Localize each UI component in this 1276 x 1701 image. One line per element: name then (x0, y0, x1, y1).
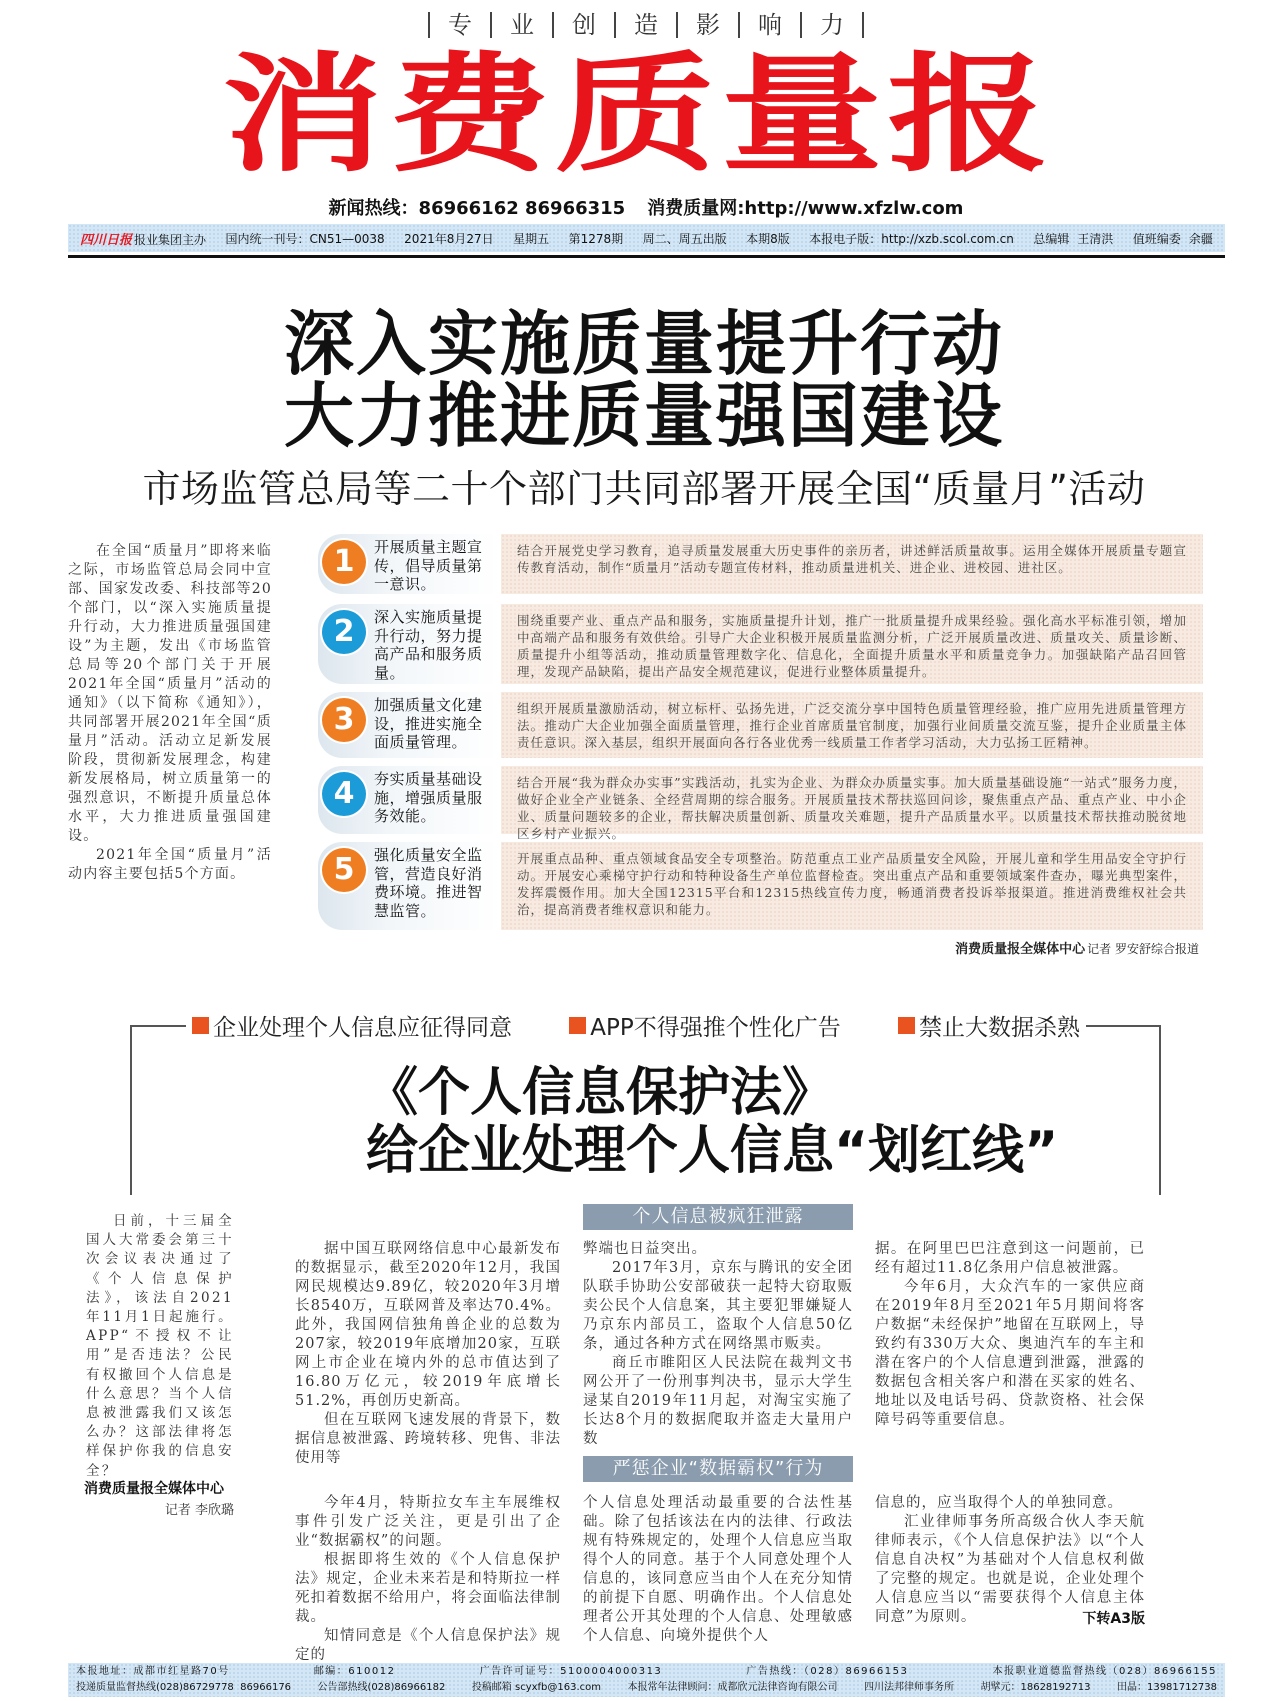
point-body: 开展重点品种、重点领域食品安全专项整治。防范重点工业产品质量安全风险，开展儿童和学生用品安全守护行动。开展安心乘梯守护行动和特种设备生产单位监督检查。突出重点产品和重要领域案件查办，曝光典型案件，发挥震慑作用。加大全国12315平台和12315热线宣传力度，畅通消费者投诉举报渠道。推进消费维权社会共治，提高消费者维权意识和能力。 (501, 842, 1203, 930)
weekday: 星期五 (513, 231, 550, 246)
point-body: 结合开展党史学习教育，追寻质量发展重大历史事件的亲历者，讲述鲜活质量故事。运用全媒体开展质量专题宣传教育活动，制作“质量月”活动专题宣传材料，推动质量进机关、进企业、进校园、进社区。 (501, 534, 1203, 594)
hotline-line (0, 194, 1276, 220)
text-column (875, 1240, 1145, 1430)
issue-number: 第1278期 (568, 231, 624, 246)
paragraph: 汇业律师事务所高级合伙人李天航律师表示，《个人信息保护法》以“个人信息自决权”为基础对个人信息权利做了完整的规定。也就是说，企业处理个人信息应当以“需要获得个人信息主体同意”为原则。 (875, 1514, 1145, 1625)
paragraph: 2017年3月，京东与腾讯的安全团队联手协助公安部破获一起特大窃取贩卖公民个人信息案，其主要犯罪嫌疑人乃京东内部员工，盗取个人信息50亿条，通过各种方式在网络黑市贩卖。 (583, 1260, 853, 1352)
point-item (318, 692, 1203, 758)
story-tags (186, 1010, 1086, 1040)
paragraph: 今年6月，大众汽车的一家供应商在2019年8月至2021年5月期间将客户数据“未经保护”地留在互联网上，导致约有330万大众、奥迪汽车的车主和潜在客户的个人信息遭到泄露，泄露的数据包含相关客户和潜在买家的姓名、地址以及电话号码、贷款资格、社会保障号码等重要信息。 (875, 1279, 1145, 1428)
tag-text: 禁止大数据杀熟 (918, 1014, 1080, 1041)
number-badge: 3 (322, 698, 366, 742)
footer-row (76, 1680, 1217, 1696)
tag (192, 1009, 512, 1042)
legal-advisor: 本报常年法律顾问：成都欣元法律咨询有限公司 (627, 1682, 838, 1693)
number-badge: 5 (322, 848, 366, 892)
issue-date: 2021年8月27日 (404, 231, 494, 246)
paragraph: 今年4月，特斯拉女车主车展维权事件引发广泛关注，更是引出了企业“数据霸权”的问题。 (295, 1495, 561, 1549)
text-column (583, 1494, 853, 1646)
tag-text: 企业处理个人信息应征得同意 (213, 1014, 512, 1041)
publisher-text: 报业集团主办 (134, 232, 207, 247)
byline-org: 消费质量报全媒体中心 (84, 1481, 224, 1497)
slogan-char: 业 (490, 12, 552, 38)
publisher (80, 229, 206, 248)
chief-editor-label: 总编辑 (1033, 231, 1070, 246)
slogan-char: 创 (552, 12, 614, 38)
point-body: 组织开展质量激励活动，树立标杆、弘扬先进，广泛交流分享中国特色质量管理经验，推广应用先进质量管理方法。推动广大企业加强全面质量管理，推行企业首席质量官制度，加强行业间质量交流互鉴，提升企业质量主体责任意识。深入基层，组织开展面向各行各业优秀一线质量工作者学习活动，大力弘扬工匠精神。 (501, 692, 1203, 758)
page-count: 本期8版 (746, 231, 790, 246)
point-item (318, 766, 1203, 841)
square-bullet-icon (569, 1017, 586, 1034)
continued-jump: 下转A3版 (1082, 1611, 1145, 1627)
number-badge: 2 (322, 610, 366, 654)
slogan-char: 影 (676, 12, 738, 38)
story2-headline-line: 《个人信息保护法》 (366, 1063, 835, 1123)
masthead-title-text: 消费质量报 (222, 41, 1054, 190)
ad-hotline: 广告热线：（028）86966153 (746, 1666, 909, 1677)
story2-headline-line: 给企业处理个人信息“划红线” (366, 1121, 1059, 1181)
tag (569, 1009, 840, 1042)
square-bullet-icon (192, 1017, 209, 1034)
postcode: 邮编：610012 (313, 1666, 396, 1677)
byline-org: 消费质量报全媒体中心 (955, 942, 1086, 957)
point-title: 加强质量文化建设，推进实施全面质量管理。 (374, 696, 483, 751)
duty-editor-label: 值班编委 (1132, 231, 1181, 246)
lead-subheadline: 市场监管总局等二十个部门共同部署开展全国“质量月”活动 (142, 467, 1146, 511)
paragraph: 在全国“质量月”即将来临之际，市场监管总局会同中宣部、国家发改委、科技部等20个部门，以“深入实施质量提升行动，大力推进质量强国建设”为主题，发出《市场监管总局等20个部门关于开展2021年全国“质量月”活动的通知》（以下简称《通知》），共同部署开展2021年全国“质量月”活动。活动立足新发展阶段，贯彻新发展理念，构建新发展格局，树立质量第一的强烈意识，不断提升质量总体水平，大力推进质量强国建设。 (68, 543, 272, 844)
point-title: 夯实质量基础设施，增强质量服务效能。 (374, 770, 483, 825)
sichuan-daily-logo: 四川日报 (80, 232, 133, 248)
paragraph: 知情同意是《个人信息保护法》规定的 (295, 1628, 561, 1663)
masthead-rule (68, 255, 1225, 258)
text-column (295, 1494, 561, 1665)
text-column (295, 1240, 561, 1468)
byline-reporter: 记者 李欣璐 (164, 1503, 234, 1518)
point-title: 深入实施质量提升行动，努力提高产品和服务质量。 (374, 608, 483, 682)
law-firm: 四川法邦律师事务所 (864, 1682, 954, 1693)
tag-text: APP不得强推个性化广告 (590, 1014, 841, 1041)
lead-byline (955, 938, 1199, 957)
chief-editor-name: 王清洪 (1077, 231, 1114, 246)
masthead-title (0, 41, 1276, 190)
paragraph: 商丘市睢阳区人民法院在裁判文书网公开了一份刑事判决书，显示大学生逯某自2019年11月起，对淘宝实施了长达8个月的数据爬取并盗走大量用户数 (583, 1355, 853, 1447)
paragraph: 2021年全国“质量月”活动内容主要包括5个方面。 (68, 847, 272, 882)
section-label: 严惩企业“数据霸权”行为 (583, 1456, 853, 1482)
website: 消费质量网:http://www.xfzlw.com (647, 198, 964, 219)
chief-editor (1033, 230, 1113, 247)
issn: 国内统一刊号：CN51—0038 (225, 231, 385, 246)
duty-editor-name: 余疆 (1188, 231, 1213, 246)
footer-bar (68, 1663, 1225, 1697)
point-title: 强化质量安全监管，营造良好消费环境。推进智慧监管。 (374, 846, 483, 920)
issue-info-bar (68, 224, 1225, 252)
paragraph: 据中国互联网络信息中心最新发布的数据显示，截至2020年12月，我国网民规模达9.89亿，较2020年3月增长8540万，互联网普及率达70.4%。此外，我国网信独角兽企业的总数为207家，较2019年底增加20家，互联网上市企业在境内外的总市值达到了16.80万亿元，较2019年底增长51.2%，再创历史新高。 (295, 1241, 561, 1409)
notice-hotline: 公告部热线(028)86966182 (317, 1682, 446, 1693)
e-edition-url: 本报电子版：http://xzb.scol.com.cn (809, 231, 1014, 246)
text-column (583, 1240, 853, 1449)
footer-row (76, 1664, 1217, 1680)
point-body: 围绕重要产业、重点产品和服务，实施质量提升计划，推广一批质量提升成果经验。强化高水平标准引领，增加中高端产品和服务有效供给。引导广大企业积极开展质量监测分析，广泛开展质量改进、质量攻关、质量诊断、质量提升小组等活动，推动质量管理数字化、信息化，全面提升质量水平和质量竞争力。加强缺陷产品召回管理，发现产品缺陷，提出产品安全规范建议，促进行业整体质量提升。 (501, 604, 1203, 684)
story2-headline (366, 1064, 1058, 1180)
news-hotline: 新闻热线：86966162 86966315 (328, 198, 626, 219)
lead-headline (0, 303, 1276, 457)
duty-editor (1133, 230, 1213, 247)
paragraph: 信息的，应当取得个人的单独同意。 (875, 1495, 1123, 1511)
ethics-hotline: 本报职业道德监督热线（028）86966155 (992, 1666, 1217, 1677)
point-body: 结合开展“我为群众办实事”实践活动，扎实为企业、为群众办质量实事。加大质量基础设施“一站式”服务力度，做好企业全产业链条、全经营周期的综合服务。开展质量技术帮扶巡回问诊，聚焦重点产品、重点产业、中小企业、质量问题较多的企业，帮扶解决质量创新、质量攻关难题，提升产品质量水平。以质量技术帮扶推动脱贫地区乡村产业振兴。 (501, 766, 1203, 834)
slogan-char: 专 (428, 12, 490, 38)
paragraph: 个人信息处理活动最重要的合法性基础。除了包括该法在内的法律、行政法规有特殊规定的，处理个人信息应当取得个人的同意。基于个人同意处理个人信息的，该同意应当由个人在充分知情的前提下自愿、明确作出。个人信息处理者公开其处理的个人信息、处理敏感个人信息、向境外提供个人 (583, 1495, 853, 1644)
delivery-hotline: 投递质量监督热线(028)86729778 86966176 (76, 1682, 292, 1693)
lead-intro (68, 542, 272, 884)
number-badge: 4 (322, 772, 366, 816)
lead-headline-line: 深入实施质量提升行动 (284, 303, 1004, 385)
point-item (318, 842, 1203, 930)
lead-headline-line: 大力推进质量强国建设 (284, 375, 1004, 457)
submission-email: 投稿邮箱 scyxfb@163.com (471, 1682, 602, 1693)
contact-1: 胡擘元：18628192713 (980, 1682, 1091, 1693)
publish-schedule: 周二、周五出版 (642, 231, 727, 246)
slogan-char: 造 (614, 12, 676, 38)
slogan (0, 12, 1276, 38)
number-badge: 1 (322, 540, 366, 584)
point-title: 开展质量主题宣传，倡导质量第一意识。 (374, 538, 483, 593)
tag (898, 1009, 1080, 1042)
slogan-char: 响 (738, 12, 800, 38)
ad-license: 广告许可证号：5100004000313 (479, 1666, 663, 1677)
address: 本报地址：成都市红星路70号 (76, 1666, 230, 1677)
paragraph: 但在互联网飞速发展的背景下，数据信息被泄露、跨境转移、兜售、非法使用等 (295, 1412, 561, 1466)
contact-2: 田晶：13981712738 (1116, 1682, 1217, 1693)
section-label: 个人信息被疯狂泄露 (583, 1204, 853, 1230)
point-item (318, 604, 1203, 684)
paragraph: 根据即将生效的《个人信息保护法》规定，企业未来若是和特斯拉一样死扣着数据不给用户，将会面临法律制裁。 (295, 1552, 561, 1625)
byline-reporter: 记者 罗安舒综合报道 (1087, 942, 1199, 956)
paragraph: 据。在阿里巴巴注意到这一问题前，已经有超过11.8亿条用户信息被泄露。 (875, 1241, 1145, 1276)
point-item (318, 534, 1203, 594)
paragraph: 弊端也日益突出。 (583, 1241, 707, 1257)
square-bullet-icon (898, 1017, 915, 1034)
story2-intro: 日前，十三届全国人大常委会第三十次会议表决通过了《个人信息保护法》，该法自2021年11月1日起施行。APP“不授权不让用”是否违法？公民有权撤回个人信息是什么意思？当个人信息被泄露我们又该怎么办？这部法律将怎样保护你我的信息安全？ (86, 1213, 234, 1479)
slogan-char: 力 (800, 12, 864, 38)
